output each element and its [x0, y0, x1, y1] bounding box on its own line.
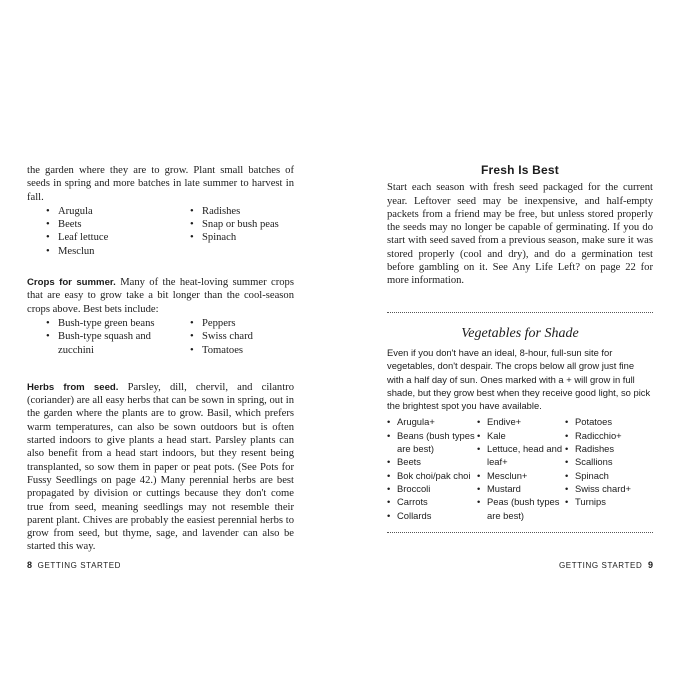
- intro-paragraph: the garden where they are to grow. Plant small batches of seeds in spring and more batches in late summer to harvest in fall.: [27, 165, 294, 203]
- herbs-heading: Herbs from seed.: [27, 381, 119, 393]
- list-item: • Scallions: [565, 456, 613, 468]
- list-item: • Beans (bush types are best): [387, 429, 475, 455]
- bullet-icon: •: [565, 496, 569, 508]
- list-item: • Broccoli: [387, 482, 431, 494]
- bullet-icon: •: [387, 482, 391, 494]
- bullet-icon: •: [565, 469, 569, 481]
- list-item: • Spinach: [190, 232, 237, 244]
- bullet-icon: •: [190, 344, 194, 356]
- bullet-icon: •: [477, 443, 481, 455]
- bullet-icon: •: [190, 205, 194, 217]
- bullet-icon: •: [46, 232, 50, 244]
- shade-intro-paragraph: Even if you don't have an ideal, 8-hour, full-sun site for vegetables, don't despair. The crops below all grow just fine with a half day of sun. Ones marked with a + will grow in full shade, but they grow best when they receive good light, so pick the brightest spot you have available.: [387, 346, 651, 412]
- list-item: • Carrots: [387, 496, 428, 508]
- list-item: • Bush-type squash and zucchini: [46, 331, 151, 356]
- page-number-right: 9: [647, 560, 653, 570]
- bullet-icon: •: [190, 232, 194, 244]
- shade-col-1: [387, 415, 477, 521]
- bullet-icon: •: [565, 416, 569, 428]
- top-dotted-divider: [387, 312, 653, 313]
- running-footer-left: GETTING STARTED: [37, 561, 122, 570]
- fresh-is-best-paragraph: Start each season with fresh seed packaged for the current year. Leftover seed may be inexpensive, and half-empty packets from a friend may be free, but unless stored properly the seeds may no longer be capable of germinating. If you do start with seed saved from a previous season, make sure it was stored properly (cool and dry), and do a germination test before gambling on it. See Any Life Left? on page 22 for more information.: [387, 182, 653, 287]
- left-page-column: [27, 164, 294, 554]
- bullet-icon: •: [387, 456, 391, 468]
- bullet-icon: •: [387, 469, 391, 481]
- list-item: • Beets: [387, 456, 421, 468]
- list-item: • Radishes: [190, 205, 241, 217]
- list-item: • Endive+: [477, 416, 522, 428]
- summer-crops-col-1: [46, 317, 176, 357]
- list-item: • Mesclun: [46, 245, 95, 257]
- list-item: • Swiss chard+: [565, 482, 632, 494]
- list-item: • Potatoes: [565, 416, 613, 428]
- page-number-left: 8: [27, 560, 33, 570]
- list-item: • Tomatoes: [190, 344, 244, 356]
- bullet-icon: •: [387, 509, 391, 521]
- summer-crops-list: [46, 317, 294, 357]
- list-item: • Arugula+: [387, 416, 435, 428]
- right-page-footer: [559, 560, 653, 570]
- bullet-icon: •: [190, 331, 194, 343]
- list-item: • Collards: [387, 509, 432, 521]
- list-item: • Lettuce, head and leaf+: [477, 443, 563, 468]
- bullet-icon: •: [387, 429, 391, 441]
- bullet-icon: •: [387, 416, 391, 428]
- shade-vegetables-list: [387, 415, 653, 521]
- cool-crops-col-1: [46, 205, 176, 258]
- summer-crops-col-2: [190, 317, 300, 357]
- list-item: • Mustard: [477, 482, 521, 494]
- herbs-paragraph: Herbs from seed. Parsley, dill, chervil, and cilantro (coriander) are all easy herbs that can be sown in spring, out in the garden where the plants are to grow. Basil, which prefers warm temperatures, can also be sown outdoors but is often started indoors to give plants a head start. Parsley plants can also benefit from a head start indoors, but they resent being transplanted, so sow them in paper or peat pots. (See Pots for Fussy Seedlings on page 42.) Many perennial herbs are best propagated by division or cuttings because they don't come true from seed, meaning seedlings may not resemble their parent plant. Chives are probably the easiest perennial herbs to grow from seed, but thyme, sage, and lavender can also be started this way.: [27, 381, 294, 553]
- list-item: • Mesclun+: [477, 469, 528, 481]
- bullet-icon: •: [46, 245, 50, 257]
- list-item: • Peas (bush types are best): [477, 496, 560, 521]
- fresh-is-best-title: Fresh Is Best: [481, 163, 559, 177]
- bullet-icon: •: [477, 469, 481, 481]
- list-item: • Bush-type green beans: [46, 317, 155, 329]
- bullet-icon: •: [565, 456, 569, 468]
- bullet-icon: •: [46, 219, 50, 231]
- running-footer-right: GETTING STARTED: [558, 561, 643, 570]
- list-item: • Bok choi/pak choi: [387, 469, 471, 481]
- list-item: • Peppers: [190, 317, 236, 329]
- bullet-icon: •: [190, 219, 194, 231]
- bullet-icon: •: [565, 482, 569, 494]
- right-page-column: [387, 164, 653, 533]
- list-item: • Arugula: [46, 205, 93, 217]
- bullet-icon: •: [477, 482, 481, 494]
- summer-crops-paragraph: Crops for summer. Many of the heat-loving summer crops that are easy to grow take a bit longer than the cool-season crops above. Best bets include:: [27, 277, 294, 315]
- list-item: • Leaf lettuce: [46, 232, 109, 244]
- bullet-icon: •: [565, 443, 569, 455]
- list-item: • Turnips: [565, 496, 606, 508]
- bullet-icon: •: [190, 317, 194, 329]
- bullet-icon: •: [477, 496, 481, 508]
- shade-col-3: [565, 415, 653, 521]
- bullet-icon: •: [565, 429, 569, 441]
- list-item: • Radicchio+: [565, 429, 622, 441]
- bullet-icon: •: [46, 317, 50, 329]
- list-item: • Beets: [46, 219, 82, 231]
- bullet-icon: •: [387, 496, 391, 508]
- vegetables-for-shade-title: Vegetables for Shade: [461, 325, 579, 341]
- bullet-icon: •: [477, 416, 481, 428]
- left-page-footer: [27, 560, 121, 570]
- bullet-icon: •: [477, 429, 481, 441]
- list-item: • Snap or bush peas: [190, 219, 279, 231]
- cool-crops-col-2: [190, 205, 300, 258]
- cool-crops-list: [46, 205, 294, 258]
- bottom-dotted-divider: [387, 532, 653, 533]
- list-item: • Radishes: [565, 443, 615, 455]
- bullet-icon: •: [46, 331, 50, 343]
- list-item: • Kale: [477, 429, 506, 441]
- list-item: • Swiss chard: [190, 331, 253, 343]
- shade-col-2: [477, 415, 565, 521]
- bullet-icon: •: [46, 205, 50, 217]
- summer-crops-heading: Crops for summer.: [27, 277, 116, 289]
- list-item: • Spinach: [565, 469, 609, 481]
